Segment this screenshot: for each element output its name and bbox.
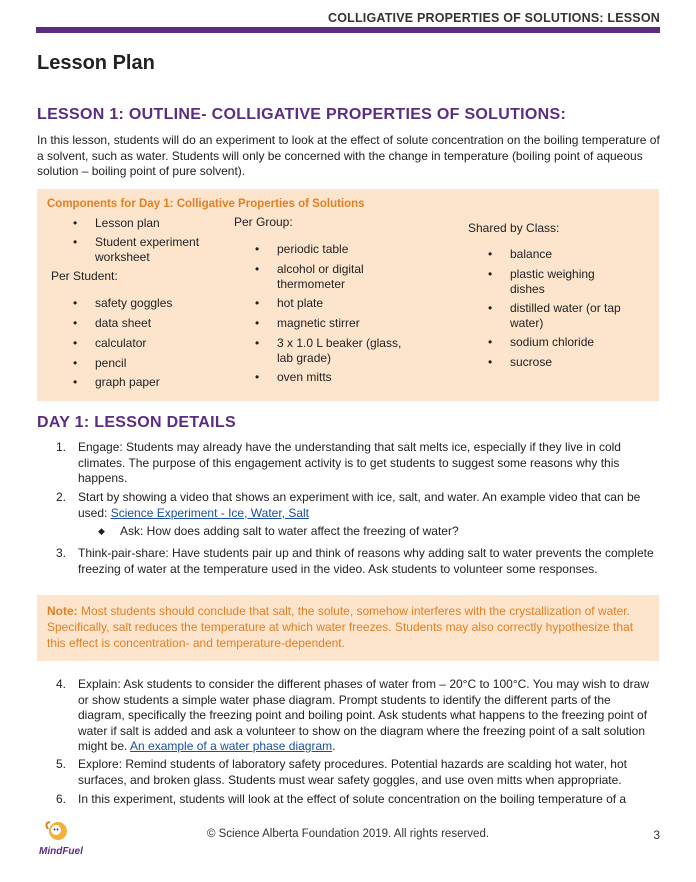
sub-bullet: ◆ Ask: How does adding salt to water affect the freezing of water? xyxy=(98,524,459,538)
list-item: • 3 x 1.0 L beaker (glass, lab grade) xyxy=(255,336,402,365)
step-item: 4. Explain: Ask students to consider the different phases of water from – 20°C to 100°C. You may wish to draw or show students a simple water phase diagram. Prompt students to identify the different parts of the diagram, specifically the freezing point and boiling point. Ask students what happens to the freezing point of water if salt is added and ask a volunteer to show on the diagram where the freezing point of a salt solution might be. An example of a water phase diagram. xyxy=(56,677,650,753)
list-item: • Student experiment worksheet xyxy=(73,235,200,264)
list-item: • hot plate xyxy=(255,296,324,310)
list-item: • safety goggles xyxy=(73,296,173,310)
components-title: Components for Day 1: Colligative Properties of Solutions xyxy=(47,198,365,210)
step-item: 1. Engage: Students may already have the understanding that salt melts ice, especially if they live in cold climates. The purpose of this engagement activity is to get students to suggest some reasons why this happens. xyxy=(56,440,621,485)
list-item: • data sheet xyxy=(73,316,152,330)
list-item: • magnetic stirrer xyxy=(255,316,360,330)
lesson-heading: LESSON 1: OUTLINE- COLLIGATIVE PROPERTIES OF SOLUTIONS: xyxy=(37,106,567,123)
list-item: • sodium chloride xyxy=(488,335,595,349)
list-item: • Lesson plan xyxy=(73,216,160,230)
header-rule xyxy=(36,27,660,33)
video-link[interactable]: Science Experiment - Ice, Water, Salt xyxy=(110,505,310,520)
list-item: • graph paper xyxy=(73,375,160,389)
logo-text: MindFuel xyxy=(39,846,83,857)
note-box xyxy=(37,595,659,661)
step-item: 5. Explore: Remind students of laboratory safety procedures. Potential hazards are scalding hot water, hot surfaces, and broken glass. Students must wear safety goggles, and use oven mitts when appropriate. xyxy=(56,757,627,787)
list-item: • alcohol or digital thermometer xyxy=(255,262,364,291)
step-item: 2. Start by showing a video that shows an experiment with ice, salt, and water. An example video that can be used: Science Experiment - Ice, Water, Salt xyxy=(56,490,641,520)
list-item: • pencil xyxy=(73,356,127,370)
list-item: • plastic weighing dishes xyxy=(488,267,595,296)
per-student-label: Per Student: xyxy=(51,269,118,283)
shared-label: Shared by Class: xyxy=(468,221,560,235)
page-number: 3 xyxy=(653,828,660,842)
page-title: Lesson Plan xyxy=(37,52,155,74)
intro-paragraph: In this lesson, students will do an experiment to look at the effect of solute concentration on the boiling temperature of a solvent, such as water. Students will only be concerned with the change in temperature (boiling point of aqueous solution – boiling point of pure solvent). xyxy=(37,133,660,178)
per-group-label: Per Group: xyxy=(234,215,293,229)
running-header: COLLIGATIVE PROPERTIES OF SOLUTIONS: LESSON xyxy=(327,11,660,25)
step-item: 3. Think-pair-share: Have students pair up and think of reasons why adding salt to water prevents the complete freezing of water at the temperature used in the video. Ask students to volunteer some responses. xyxy=(56,546,654,576)
note-text: Note: Most students should conclude that salt, the solute, somehow interferes with the crystallization of water. Specifically, salt reduces the temperature at which water freezes. Students may also correctly hypothesize that this effect is concentration- and temperature-dependent. xyxy=(47,604,634,650)
day1-heading: DAY 1: LESSON DETAILS xyxy=(37,414,236,431)
list-item: • balance xyxy=(488,247,553,261)
list-item: • calculator xyxy=(73,336,147,350)
list-item: • sucrose xyxy=(488,355,553,369)
step-item: 6. In this experiment, students will look at the effect of solute concentration on the boiling temperature of a xyxy=(56,792,627,806)
list-item: • oven mitts xyxy=(255,370,332,384)
components-box xyxy=(37,189,659,401)
phase-diagram-link[interactable]: An example of a water phase diagram xyxy=(130,739,333,753)
list-item: • periodic table xyxy=(255,242,349,256)
list-item: • distilled water (or tap water) xyxy=(488,301,621,330)
footer-copyright: © Science Alberta Foundation 2019. All rights reserved. xyxy=(206,828,490,840)
